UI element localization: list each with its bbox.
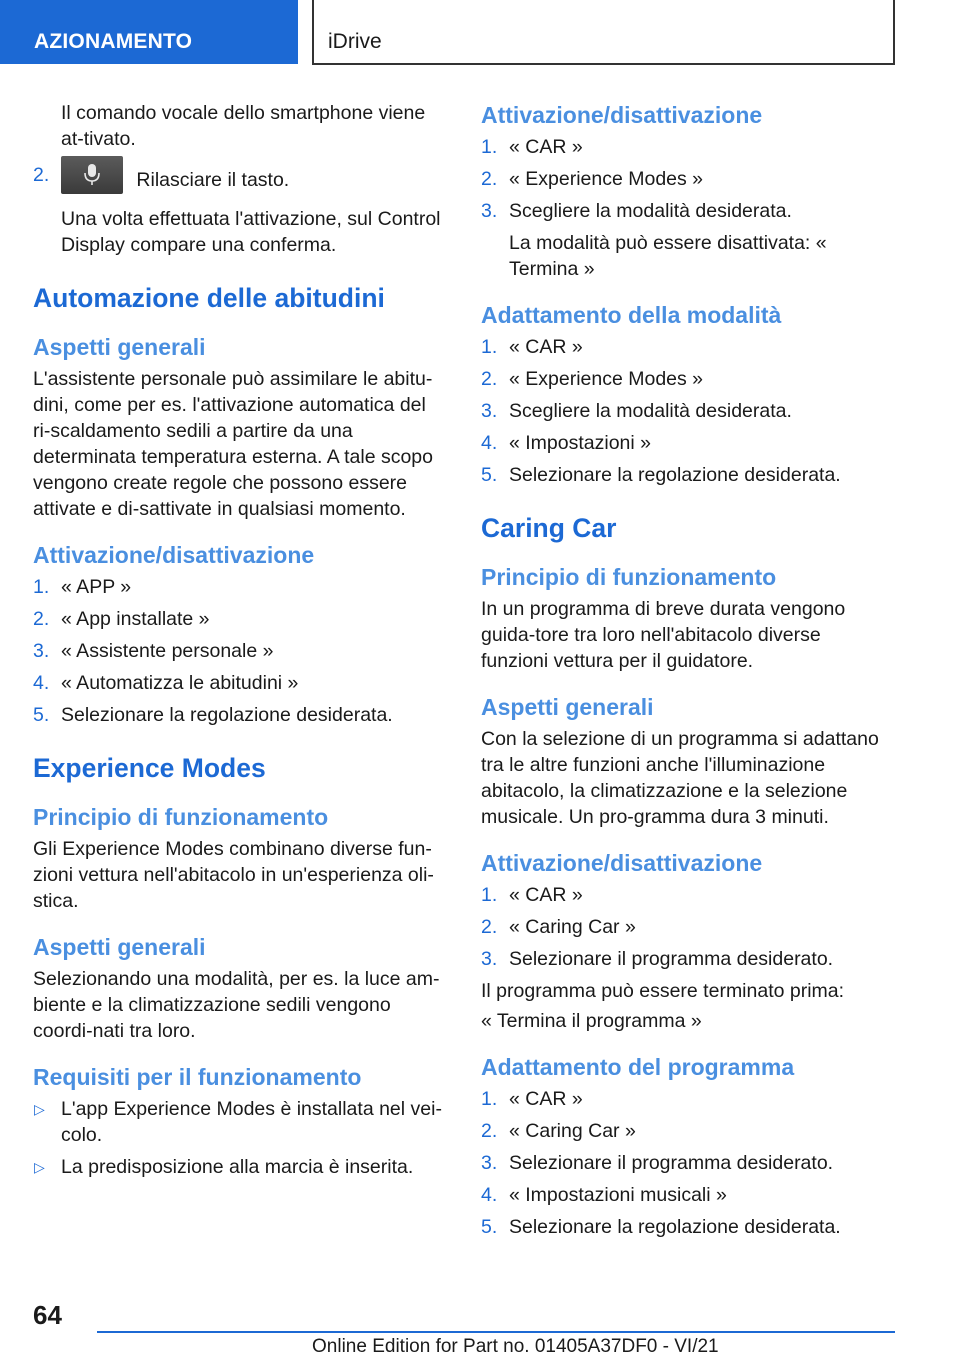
step-text: « Impostazioni » <box>509 432 651 454</box>
step-text: Selezionare il programma desiderato. <box>509 1152 834 1174</box>
list-item <box>481 334 893 360</box>
list-item <box>481 462 893 488</box>
paragraph-principio: Gli Experience Modes combinano diverse fun-zioni vettura nell'abitacolo in un'esperienza oli-stica. <box>33 838 434 912</box>
heading-principio: Principio di funzionamento <box>33 804 329 830</box>
heading-caring-car: Caring Car <box>481 513 617 543</box>
heading-aspetti-generali: Aspetti generali <box>481 694 654 720</box>
list-item <box>33 1096 445 1148</box>
paragraph-principio: In un programma di breve durata vengono guida-tore tra loro nell'abitacolo diverse funzioni vettura per il guidatore. <box>481 598 846 672</box>
heading-adattamento-programma: Adattamento del programma <box>481 1054 795 1080</box>
paragraph-terminato: Il programma può essere terminato prima: <box>481 980 845 1002</box>
step-text: « Experience Modes » <box>509 168 704 190</box>
step-number: 2. <box>481 1120 498 1142</box>
bullet-text: L'app Experience Modes è installata nel vei-colo. <box>61 1098 442 1146</box>
heading-adattamento-modalita: Adattamento della modalità <box>481 302 782 328</box>
steps-adattamento <box>481 334 893 488</box>
step-text: « App installate » <box>61 608 210 630</box>
heading-attivazione: Attivazione/disattivazione <box>481 102 763 128</box>
heading-aspetti-generali: Aspetti generali <box>33 334 206 360</box>
step-text: « Impostazioni musicali » <box>509 1184 727 1206</box>
step-number: 3. <box>481 948 498 970</box>
chapter-title: iDrive <box>312 0 895 65</box>
edition-footer: Online Edition for Part no. 01405A37DF0 - VI/21 <box>312 1336 719 1357</box>
step-text: « Automatizza le abitudini » <box>61 672 299 694</box>
step-number: 5. <box>33 704 50 726</box>
list-item <box>33 670 445 696</box>
list-item <box>33 574 445 600</box>
heading-attivazione: Attivazione/disattivazione <box>481 850 763 876</box>
step-text: « APP » <box>61 576 132 598</box>
step-text: Selezionare il programma desiderato. <box>509 948 834 970</box>
step-text: Scegliere la modalità desiderata. <box>509 200 792 222</box>
step-number: 1. <box>33 576 50 598</box>
list-item <box>481 134 893 160</box>
step-number: 4. <box>33 672 50 694</box>
step-number: 1. <box>481 336 498 358</box>
list-item <box>481 1118 893 1144</box>
list-item <box>481 1086 893 1112</box>
list-item <box>481 914 893 940</box>
triangle-bullet-icon: ▷ <box>34 1159 45 1175</box>
step-text: « CAR » <box>509 336 583 358</box>
heading-aspetti-generali: Aspetti generali <box>33 934 206 960</box>
list-item <box>33 1154 445 1180</box>
section-title: AZIONAMENTO <box>0 0 298 64</box>
step-number: 5. <box>481 1216 498 1238</box>
paragraph-termina-programma: « Termina il programma » <box>481 1010 702 1032</box>
step-text: Selezionare la regolazione desiderata. <box>509 464 841 486</box>
step-text: Selezionare la regolazione desiderata. <box>61 704 393 726</box>
heading-principio: Principio di funzionamento <box>481 564 777 590</box>
step-2 <box>33 162 445 258</box>
list-item <box>481 1150 893 1176</box>
list-item <box>481 1214 893 1240</box>
step-number: 5. <box>481 464 498 486</box>
paragraph-aspetti: L'assistente personale può assimilare le abitu-dini, come per es. l'attivazione automatica del ri-scaldamento sedili a partire da una determinata temperatura esterna. A tale scopo vengono create regole che possono essere attivate e di-sattivate in qualsiasi momento. <box>33 368 433 520</box>
step-note: La modalità può essere disattivata: « Termina » <box>509 232 827 280</box>
list-item <box>481 946 893 972</box>
step-text: « Caring Car » <box>509 1120 636 1142</box>
list-item <box>33 606 445 632</box>
step-number: 2. <box>481 916 498 938</box>
list-item <box>481 882 893 908</box>
step-number: 2. <box>33 608 50 630</box>
steps-adattamento <box>481 1086 893 1240</box>
heading-requisiti: Requisiti per il funzionamento <box>33 1064 362 1090</box>
list-item <box>481 198 893 282</box>
page-header <box>0 0 960 66</box>
steps-attivazione <box>33 574 445 728</box>
step-number: 2. <box>481 368 498 390</box>
step-text: « Assistente personale » <box>61 640 274 662</box>
step-text: « Experience Modes » <box>509 368 704 390</box>
list-item <box>33 702 445 728</box>
step-number: 2. <box>481 168 498 190</box>
left-column <box>33 100 445 1186</box>
step-note: Una volta effettuata l'attivazione, sul Control Display compare una conferma. <box>61 208 441 256</box>
bullet-text: La predisposizione alla marcia è inserita. <box>61 1156 414 1178</box>
list-item <box>481 398 893 424</box>
list-item <box>481 166 893 192</box>
step-number: 3. <box>481 200 498 222</box>
page-number: 64 <box>33 1300 62 1330</box>
step-text: « CAR » <box>509 884 583 906</box>
step-number: 1. <box>481 1088 498 1110</box>
step-number: 4. <box>481 432 498 454</box>
step-number: 1. <box>481 136 498 158</box>
requisiti-list <box>33 1096 445 1180</box>
list-item <box>481 430 893 456</box>
list-item <box>481 1182 893 1208</box>
step-number: 3. <box>481 1152 498 1174</box>
heading-experience-modes: Experience Modes <box>33 753 266 783</box>
heading-automazione: Automazione delle abitudini <box>33 283 385 313</box>
step-text: Rilasciare il tasto. <box>136 169 290 192</box>
step-number: 2. <box>33 164 50 186</box>
list-item <box>33 638 445 664</box>
paragraph-aspetti: Con la selezione di un programma si adattano tra le altre funzioni anche l'illuminazione abitacolo, la climatizzazione e la selezione musicale. Un pro-gramma dura 3 minuti. <box>481 728 879 828</box>
paragraph-aspetti: Selezionando una modalità, per es. la luce am-biente e la climatizzazione sedili vengono coordi-nati tra loro. <box>33 968 440 1042</box>
steps-attivazione <box>481 882 893 972</box>
right-column <box>481 100 893 1246</box>
steps-attivazione <box>481 134 893 282</box>
intro-text: Il comando vocale dello smartphone viene at-tivato. <box>61 102 426 150</box>
step-number: 3. <box>33 640 50 662</box>
list-item <box>481 366 893 392</box>
microphone-button-icon <box>61 156 123 194</box>
step-text: Selezionare la regolazione desiderata. <box>509 1216 841 1238</box>
heading-attivazione: Attivazione/disattivazione <box>33 542 315 568</box>
step-number: 1. <box>481 884 498 906</box>
triangle-bullet-icon: ▷ <box>34 1101 45 1117</box>
step-number: 4. <box>481 1184 498 1206</box>
step-text: « CAR » <box>509 136 583 158</box>
footer-divider <box>97 1331 895 1333</box>
step-text: Scegliere la modalità desiderata. <box>509 400 792 422</box>
step-number: 3. <box>481 400 498 422</box>
step-text: « CAR » <box>509 1088 583 1110</box>
step-text: « Caring Car » <box>509 916 636 938</box>
